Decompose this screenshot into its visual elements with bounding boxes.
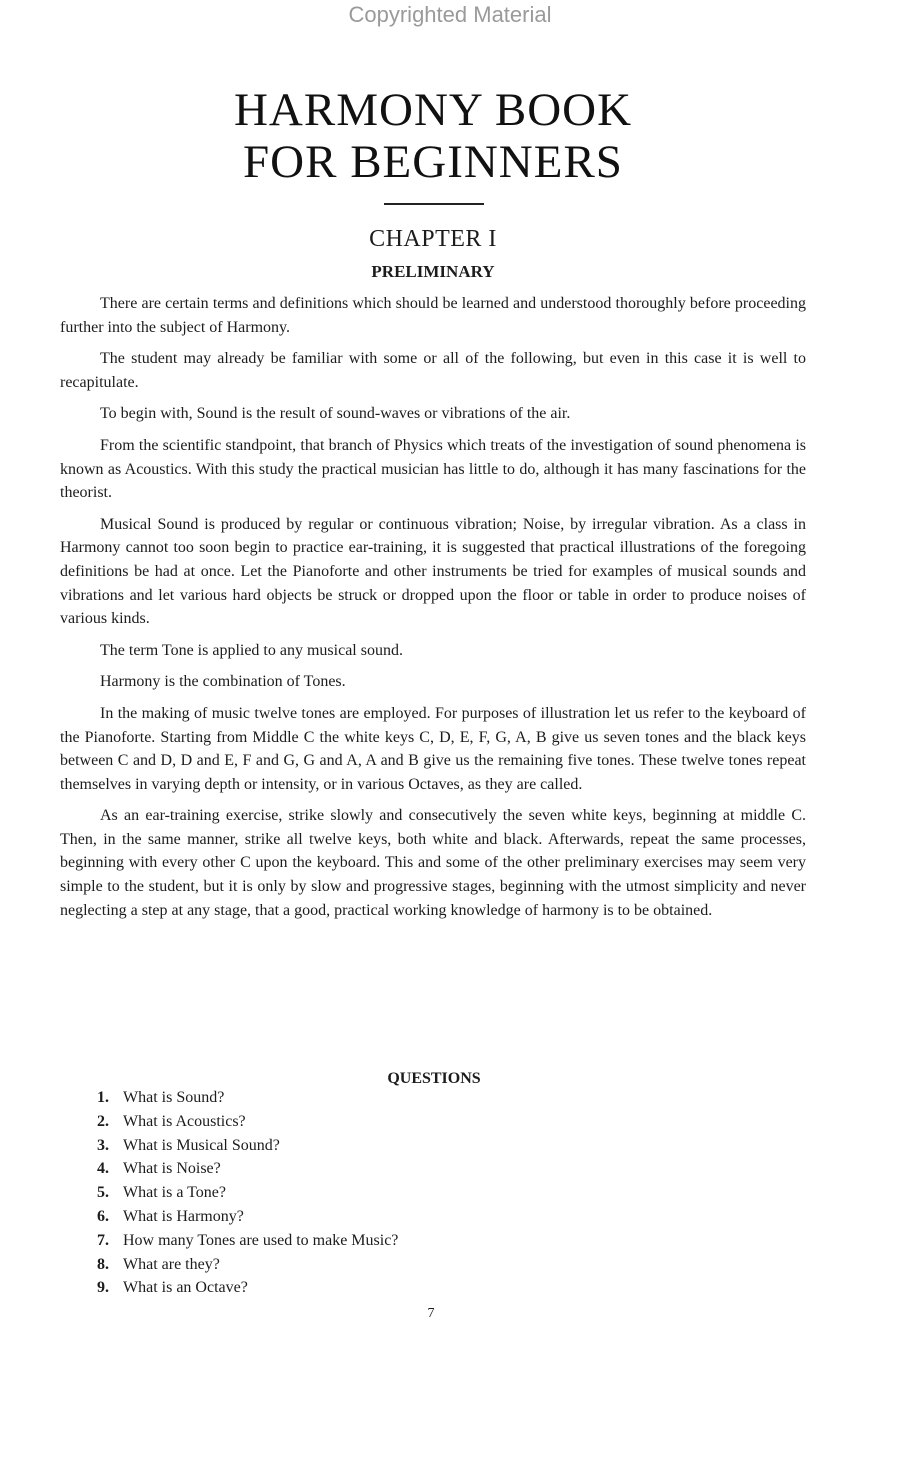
body-text [60,292,806,930]
question-number: 4. [97,1160,109,1178]
title-line-1: HARMONY BOOK [233,84,633,136]
paragraph: To begin with, Sound is the result of sound-waves or vibrations of the air. [100,405,571,423]
question-item [97,1110,398,1134]
question-text: What is Sound? [123,1089,225,1106]
question-number: 7. [97,1231,109,1249]
question-item [97,1253,398,1277]
question-text: What is Harmony? [123,1207,244,1225]
questions-heading: QUESTIONS [387,1070,481,1087]
question-item [97,1229,398,1253]
question-number: 6. [97,1207,109,1225]
question-text: How many Tones are used to make Music? [123,1231,399,1249]
question-number: 9. [97,1279,109,1297]
question-text: What is Noise? [123,1160,221,1178]
question-text: What is a Tone? [123,1184,226,1202]
question-item [97,1276,398,1300]
paragraph: The student may already be familiar with some or all of the following, but even in this case it is well to recapitulate. [60,350,806,391]
paragraph: From the scientific standpoint, that branch of Physics which treats of the investigation of sound phenomena is known as Acoustics. With this study the practical musician has little to do, although it has many fascinations for the theorist. [60,436,806,502]
question-item [97,1086,398,1110]
question-item [97,1157,398,1181]
question-number: 3. [97,1136,109,1154]
questions-list [97,1086,398,1300]
title-divider [384,203,484,205]
page-number: 7 [427,1306,435,1321]
question-number: 2. [97,1112,109,1130]
question-text: What is an Octave? [123,1279,248,1297]
book-title [0,84,866,188]
question-number: 5. [97,1184,109,1202]
paragraph: In the making of music twelve tones are employed. For purposes of illustration let us refer to the keyboard of the Pianoforte. Starting from Middle C the white keys C, D, E, F, G, A, B give us seven tones and the black keys between C and D, D and E, F and G, G and A, A and B give us the remaining five tones. These twelve tones repeat themselves in varying depth or intensity, or in various Octaves, as they are called. [60,704,806,793]
paragraph: Musical Sound is produced by regular or continuous vibration; Noise, by irregular vibration. As a class in Harmony cannot too soon begin to practice ear-training, it is suggested that practical illustrations of the foregoing definitions be had at once. Let the Pianoforte and other instruments be tried for examples of musical sounds and vibrations and let various hard objects be struck or dropped upon the floor or table in order to produce noises of various kinds. [60,515,806,628]
paragraph: Harmony is the combination of Tones. [100,673,346,691]
question-item [97,1205,398,1229]
question-number: 8. [97,1255,109,1273]
paragraph: The term Tone is applied to any musical sound. [100,641,403,659]
paragraph: There are certain terms and definitions which should be learned and understood thoroughly before proceeding further into the subject of Harmony. [60,295,806,336]
chapter-heading: CHAPTER I [369,226,497,252]
question-text: What is Acoustics? [123,1112,246,1130]
copyright-watermark: Copyrighted Material [348,2,552,27]
question-text: What is Musical Sound? [123,1136,280,1154]
question-number: 1. [97,1089,109,1106]
paragraph: As an ear-training exercise, strike slowly and consecutively the seven white keys, beginning at middle C. Then, in the same manner, strike all twelve keys, both white and black. Afterwards, repeat the same processes, beginning with every other C upon the keyboard. This and some of the other preliminary exercises may seem very simple to the student, but it is only by slow and progressive stages, beginning with the utmost simplicity and never neglecting a step at any stage, that a good, practical working knowledge of harmony is to be obtained. [60,807,806,919]
question-text: What are they? [123,1255,220,1273]
section-subheading: PRELIMINARY [371,262,495,281]
question-item [97,1181,398,1205]
title-line-2: FOR BEGINNERS [243,136,623,188]
question-item [97,1134,398,1158]
